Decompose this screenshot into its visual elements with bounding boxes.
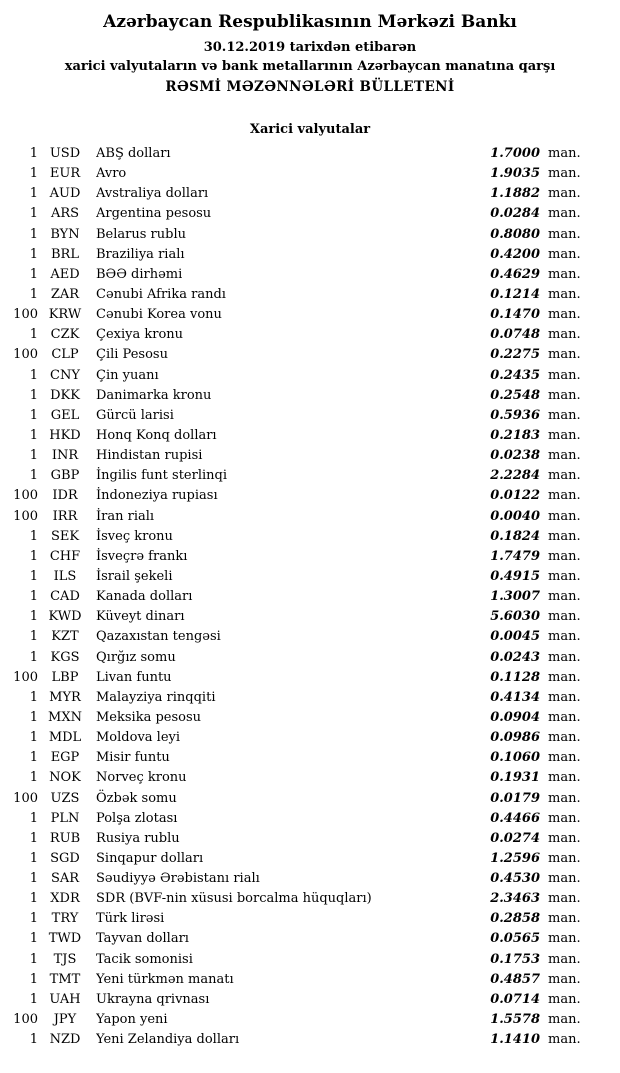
currency-unit: man. [548, 830, 581, 846]
currency-name: Qırğız somu [96, 649, 176, 665]
currency-name: Gürcü larisi [96, 407, 174, 423]
currency-rate: 0.2183 [490, 427, 540, 443]
currency-name: İran rialı [96, 508, 155, 524]
currency-rate: 0.1753 [490, 951, 540, 967]
currency-rate: 0.4629 [490, 266, 540, 282]
currency-unit: man. [548, 790, 581, 806]
currency-code: USD [49, 146, 81, 161]
currency-name: İngilis funt sterlinqi [96, 468, 227, 484]
bulletin-subtitle: xarici valyutaların və bank metallarının Azərbaycan manatına qarşı [64, 59, 556, 74]
currency-name: İsveçrə frankı [96, 548, 188, 564]
currency-name: Yeni Zelandiya dolları [96, 1032, 240, 1048]
currency-row [0, 648, 620, 668]
currency-unit: man. [548, 689, 581, 705]
currency-code: GEL [50, 407, 80, 423]
currency-quantity: 100 [13, 669, 38, 685]
currency-quantity: 100 [13, 508, 38, 524]
currency-rate: 0.0284 [490, 206, 540, 222]
currency-rate: 0.2275 [490, 347, 540, 363]
currency-quantity: 1 [29, 226, 38, 242]
currency-unit: man. [548, 266, 581, 282]
currency-code: ILS [53, 568, 77, 584]
currency-unit: man. [548, 407, 581, 423]
currency-name: Türk lirəsi [96, 911, 165, 927]
currency-quantity: 1 [29, 548, 38, 564]
currency-quantity: 1 [29, 991, 38, 1007]
currency-row [0, 386, 620, 406]
currency-unit: man. [548, 307, 581, 323]
currency-quantity: 1 [29, 770, 38, 786]
currency-code: INR [51, 448, 79, 464]
currency-unit: man. [548, 327, 581, 343]
currency-rate: 0.1214 [490, 286, 540, 302]
currency-quantity: 1 [29, 649, 38, 665]
currency-quantity: 1 [29, 166, 38, 182]
currency-code: TJS [53, 951, 77, 967]
currency-quantity: 100 [13, 1012, 38, 1028]
currency-name: Hindistan rupisi [96, 448, 203, 464]
currency-row [0, 285, 620, 305]
currency-code: KRW [48, 307, 82, 323]
currency-name: Danimarka kronu [96, 387, 212, 403]
currency-code: IRR [52, 508, 78, 524]
currency-row [0, 627, 620, 647]
currency-unit: man. [548, 589, 581, 605]
currency-unit: man. [548, 649, 581, 665]
currency-quantity: 1 [29, 246, 38, 262]
currency-row [0, 406, 620, 426]
currency-rate: 0.4200 [490, 246, 540, 262]
currency-unit: man. [548, 951, 581, 967]
currency-code: MXN [48, 709, 82, 725]
currency-name: Kanada dolları [96, 589, 193, 605]
currency-unit: man. [548, 971, 581, 987]
currency-name: Yeni türkmən manatı [96, 971, 234, 987]
currency-code: AUD [49, 186, 81, 202]
currency-row [0, 507, 620, 527]
currency-quantity: 1 [29, 911, 38, 927]
currency-name: BƏƏ dirhəmi [96, 266, 183, 282]
currency-rate: 0.4857 [490, 971, 540, 987]
currency-name: Braziliya rialı [96, 246, 185, 262]
currency-row [0, 950, 620, 970]
currency-code: SGD [50, 850, 80, 866]
currency-code: PLN [50, 810, 80, 826]
currency-unit: man. [548, 931, 581, 947]
currency-code: BYN [50, 226, 80, 242]
currency-name: SDR (BVF-nin xüsusi borcalma hüquqları) [96, 891, 372, 907]
currency-unit: man. [548, 367, 581, 383]
currency-rate: 0.0986 [490, 730, 540, 746]
currency-row [0, 668, 620, 688]
currency-quantity: 1 [29, 1032, 38, 1048]
currency-row [0, 768, 620, 788]
currency-code: AED [50, 266, 80, 282]
currency-rate: 0.1470 [490, 307, 540, 323]
currency-quantity: 1 [29, 589, 38, 605]
bulletin-title: RƏSMİ MƏZƏNNƏLƏRİ BÜLLETENİ [165, 79, 455, 95]
currency-quantity: 1 [29, 891, 38, 907]
currency-name: Səudiyyə Ərəbistanı rialı [96, 871, 260, 887]
currency-unit: man. [548, 810, 581, 826]
currency-unit: man. [548, 1032, 581, 1048]
currency-rate: 2.3463 [490, 891, 540, 907]
currency-rate: 0.1931 [490, 770, 540, 786]
currency-name: Belarus rublu [96, 226, 186, 242]
currency-quantity: 1 [29, 448, 38, 464]
currency-quantity: 1 [29, 951, 38, 967]
currency-code: UZS [50, 790, 80, 806]
currency-quantity: 1 [29, 186, 38, 202]
currency-quantity: 1 [29, 327, 38, 343]
currency-quantity: 1 [29, 427, 38, 443]
currency-row [0, 688, 620, 708]
currency-row [0, 345, 620, 365]
currency-rate: 0.2548 [490, 387, 540, 403]
currency-unit: man. [548, 609, 581, 625]
currency-row [0, 567, 620, 587]
currency-name: Tacik somonisi [96, 951, 193, 967]
currency-rate: 0.0179 [490, 790, 540, 806]
currency-code: JPY [53, 1012, 77, 1028]
section-title-foreign-currencies: Xarici valyutalar [249, 122, 371, 137]
currency-quantity: 1 [29, 871, 38, 887]
currency-rate-table [0, 144, 620, 1050]
currency-rate: 1.5578 [490, 1012, 540, 1028]
currency-quantity: 1 [29, 730, 38, 746]
currency-rate: 0.0045 [490, 629, 540, 645]
currency-name: Cənubi Afrika randı [96, 286, 226, 302]
currency-row [0, 245, 620, 265]
currency-name: Meksika pesosu [96, 709, 202, 725]
currency-unit: man. [548, 1012, 581, 1028]
currency-name: Avro [96, 166, 127, 182]
currency-unit: man. [548, 568, 581, 584]
currency-rate: 0.1128 [490, 669, 540, 685]
currency-code: TRY [51, 911, 79, 927]
currency-row [0, 789, 620, 809]
currency-quantity: 1 [29, 709, 38, 725]
currency-quantity: 100 [13, 488, 38, 504]
currency-row [0, 446, 620, 466]
currency-quantity: 1 [29, 689, 38, 705]
currency-name: Çin yuanı [96, 367, 159, 383]
currency-rate: 0.4466 [490, 810, 540, 826]
currency-row [0, 829, 620, 849]
currency-unit: man. [548, 850, 581, 866]
currency-code: LBP [51, 669, 79, 685]
currency-quantity: 100 [13, 790, 38, 806]
currency-row [0, 164, 620, 184]
currency-rate: 0.0243 [490, 649, 540, 665]
currency-rate: 2.2284 [490, 468, 540, 484]
currency-name: Cənubi Korea vonu [96, 307, 222, 323]
currency-rate: 0.4134 [490, 689, 540, 705]
currency-name: Avstraliya dolları [96, 186, 209, 202]
currency-rate: 1.2596 [490, 850, 540, 866]
currency-row [0, 748, 620, 768]
currency-rate: 0.0122 [490, 488, 540, 504]
currency-unit: man. [548, 911, 581, 927]
currency-unit: man. [548, 186, 581, 202]
currency-row [0, 144, 620, 164]
currency-unit: man. [548, 891, 581, 907]
currency-code: CZK [50, 327, 80, 343]
currency-name: İsrail şekeli [96, 568, 173, 584]
currency-unit: man. [548, 730, 581, 746]
currency-quantity: 1 [29, 387, 38, 403]
currency-unit: man. [548, 206, 581, 222]
currency-code: RUB [49, 830, 81, 846]
currency-quantity: 1 [29, 568, 38, 584]
currency-name: Honq Konq dolları [96, 427, 217, 443]
currency-row [0, 184, 620, 204]
currency-rate: 1.1410 [490, 1032, 540, 1048]
currency-quantity: 1 [29, 407, 38, 423]
currency-unit: man. [548, 427, 581, 443]
currency-unit: man. [548, 871, 581, 887]
currency-name: İndoneziya rupiası [96, 488, 218, 504]
bank-title: Azərbaycan Respublikasının Mərkəzi Bankı [103, 12, 517, 32]
currency-unit: man. [548, 669, 581, 685]
currency-name: Livan funtu [96, 669, 172, 685]
currency-code: UAH [49, 991, 81, 1007]
currency-name: Argentina pesosu [96, 206, 212, 222]
currency-quantity: 1 [29, 629, 38, 645]
currency-quantity: 1 [29, 206, 38, 222]
currency-name: Sinqapur dolları [96, 850, 204, 866]
currency-quantity: 1 [29, 468, 38, 484]
currency-quantity: 1 [29, 971, 38, 987]
currency-rate: 1.7479 [490, 548, 540, 564]
currency-row [0, 305, 620, 325]
currency-code: MDL [48, 730, 82, 746]
currency-quantity: 1 [29, 850, 38, 866]
currency-code: CAD [50, 589, 80, 605]
currency-row [0, 909, 620, 929]
currency-name: Misir funtu [96, 750, 170, 766]
currency-row [0, 265, 620, 285]
currency-code: EUR [49, 166, 81, 182]
currency-rate: 0.0040 [490, 508, 540, 524]
currency-row [0, 486, 620, 506]
currency-row [0, 366, 620, 386]
currency-unit: man. [548, 629, 581, 645]
currency-code: CNY [50, 367, 80, 383]
currency-name: Polşa zlotası [96, 810, 178, 826]
currency-unit: man. [548, 528, 581, 544]
currency-row [0, 204, 620, 224]
currency-code: CHF [49, 548, 81, 564]
currency-code: EGP [50, 750, 80, 766]
currency-unit: man. [548, 387, 581, 403]
currency-rate: 0.2858 [490, 911, 540, 927]
currency-row [0, 809, 620, 829]
currency-code: ARS [50, 206, 80, 222]
currency-rate: 0.1060 [490, 750, 540, 766]
currency-row [0, 325, 620, 345]
currency-unit: man. [548, 468, 581, 484]
currency-row [0, 547, 620, 567]
currency-name: Özbək somu [96, 790, 177, 806]
currency-name: Küveyt dinarı [96, 609, 185, 625]
currency-quantity: 1 [29, 931, 38, 947]
currency-unit: man. [548, 548, 581, 564]
currency-code: SAR [50, 871, 80, 887]
currency-name: Rusiya rublu [96, 830, 180, 846]
currency-rate: 0.0904 [490, 709, 540, 725]
currency-quantity: 1 [29, 528, 38, 544]
currency-row [0, 466, 620, 486]
currency-rate: 0.2435 [490, 367, 540, 383]
currency-name: Çili Pesosu [96, 347, 168, 363]
currency-name: Moldova leyi [96, 730, 181, 746]
currency-row [0, 225, 620, 245]
currency-unit: man. [548, 146, 581, 161]
currency-row [0, 527, 620, 547]
currency-row [0, 990, 620, 1010]
currency-row [0, 728, 620, 748]
currency-rate: 1.1882 [490, 186, 540, 202]
currency-unit: man. [548, 488, 581, 504]
currency-unit: man. [548, 347, 581, 363]
currency-row [0, 970, 620, 990]
currency-code: NZD [49, 1032, 81, 1048]
currency-rate: 1.3007 [490, 589, 540, 605]
currency-row [0, 889, 620, 909]
currency-row [0, 849, 620, 869]
currency-name: İsveç kronu [96, 528, 173, 544]
currency-row [0, 708, 620, 728]
currency-code: ZAR [50, 286, 80, 302]
currency-rate: 0.5936 [490, 407, 540, 423]
currency-quantity: 100 [13, 307, 38, 323]
currency-unit: man. [548, 508, 581, 524]
currency-quantity: 100 [13, 347, 38, 363]
currency-code: KGS [50, 649, 80, 665]
currency-quantity: 1 [29, 286, 38, 302]
currency-name: Malayziya rinqqiti [96, 689, 216, 705]
currency-unit: man. [548, 750, 581, 766]
currency-quantity: 1 [29, 810, 38, 826]
currency-code: GBP [50, 468, 80, 484]
currency-row [0, 1010, 620, 1030]
effective-date-line: 30.12.2019 tarixdən etibarən [203, 40, 417, 55]
currency-rate: 0.0238 [490, 448, 540, 464]
currency-quantity: 1 [29, 146, 38, 161]
currency-name: Çexiya kronu [96, 327, 184, 343]
currency-rate: 0.0565 [490, 931, 540, 947]
currency-code: TWD [48, 931, 82, 947]
currency-rate: 0.0274 [490, 830, 540, 846]
currency-rate: 0.0714 [490, 991, 540, 1007]
currency-unit: man. [548, 448, 581, 464]
currency-name: ABŞ dolları [96, 146, 171, 161]
currency-rate: 0.8080 [490, 226, 540, 242]
currency-unit: man. [548, 991, 581, 1007]
currency-code: HKD [49, 427, 81, 443]
currency-code: XDR [50, 891, 80, 907]
currency-code: BRL [51, 246, 79, 262]
currency-name: Norveç kronu [96, 770, 187, 786]
currency-row [0, 869, 620, 889]
currency-quantity: 1 [29, 750, 38, 766]
currency-row [0, 426, 620, 446]
currency-rate: 1.7000 [490, 146, 540, 161]
currency-rate: 5.6030 [490, 609, 540, 625]
currency-rate: 0.0748 [490, 327, 540, 343]
currency-row [0, 607, 620, 627]
currency-code: NOK [49, 770, 81, 786]
currency-quantity: 1 [29, 830, 38, 846]
currency-code: SEK [50, 528, 80, 544]
currency-unit: man. [548, 246, 581, 262]
currency-quantity: 1 [29, 266, 38, 282]
currency-code: MYR [49, 689, 81, 705]
currency-name: Yapon yeni [96, 1012, 168, 1028]
currency-code: KZT [51, 629, 79, 645]
currency-row [0, 1030, 620, 1050]
currency-name: Tayvan dolları [96, 931, 189, 947]
currency-unit: man. [548, 709, 581, 725]
currency-name: Ukrayna qrivnası [96, 991, 210, 1007]
currency-rate: 0.1824 [490, 528, 540, 544]
currency-rate: 0.4915 [490, 568, 540, 584]
currency-code: CLP [51, 347, 79, 363]
currency-unit: man. [548, 286, 581, 302]
currency-code: TMT [49, 971, 81, 987]
currency-row [0, 587, 620, 607]
currency-quantity: 1 [29, 609, 38, 625]
currency-code: IDR [52, 488, 78, 504]
currency-rate: 1.9035 [490, 166, 540, 182]
currency-rate: 0.4530 [490, 871, 540, 887]
currency-unit: man. [548, 226, 581, 242]
currency-unit: man. [548, 770, 581, 786]
currency-code: DKK [50, 387, 80, 403]
currency-code: KWD [48, 609, 82, 625]
currency-name: Qazaxıstan tengəsi [96, 629, 221, 645]
currency-unit: man. [548, 166, 581, 182]
currency-quantity: 1 [29, 367, 38, 383]
currency-row [0, 929, 620, 949]
